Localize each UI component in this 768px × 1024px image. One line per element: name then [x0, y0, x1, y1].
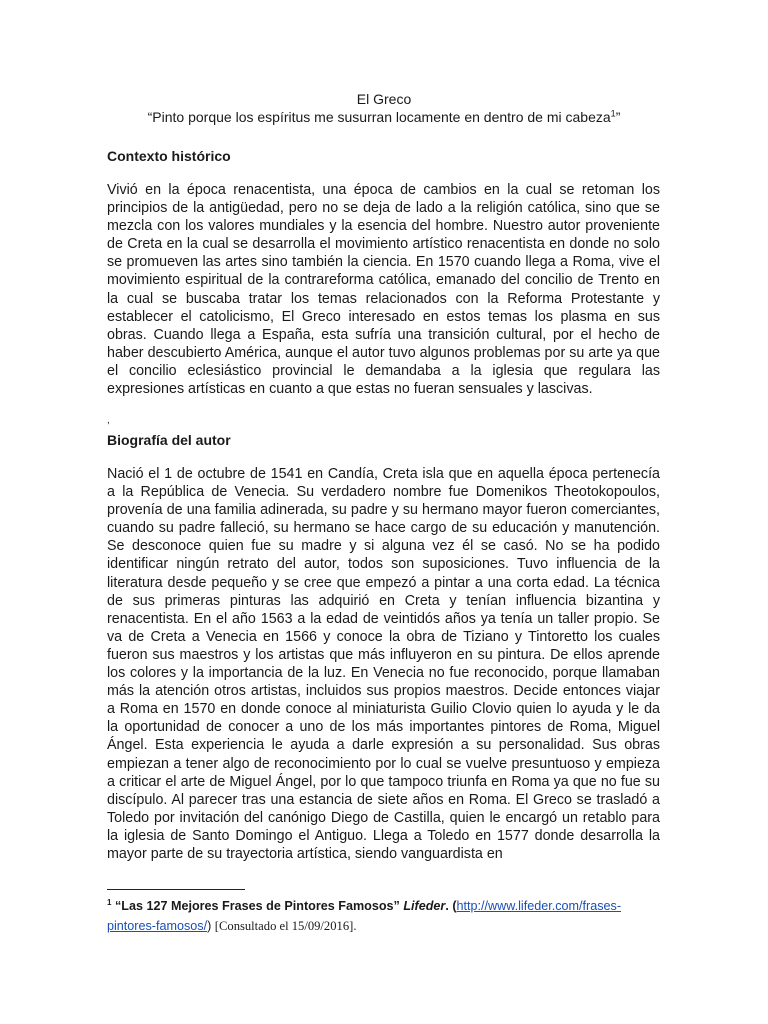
footnote-link[interactable]: http://www.lifeder.com/frases-pintores-famosos/	[107, 899, 622, 933]
footnote-close: )	[207, 919, 212, 933]
quote-close: ”	[615, 109, 621, 125]
biography-paragraph: Nació el 1 de octubre de 1541 en Candía, Creta isla que en aquella época pertenecía a la República de Venecia. Su verdadero nombre fue Domenikos Theotokopoulos, provenía de una familia adinerada, su padre y su hermano mayor fueron comerciantes, cuando su padre falleció, su hermano se hace cargo de su educación y manutención. Se desconoce quien fue su madre y si alguna vez él se casó. No se ha podido identificar ningún retrato del autor, todos son suposiciones. Tuvo influencia de la literatura desde pequeño y se cree que empezó a pintar a una corta edad. La técnica de sus primeras pinturas las adquirió en Creta y tenían influencia bizantina y renacentista. En el año 1563 a la edad de veintidós años ya tenía un taller propio. Se va de Creta a Venecia en 1566 y conoce la obra de Tiziano y Tintoretto los cuales fueron sus maestros y los artistas que más influyeron en su pintura. De ellos aprende los colores y la importancia de la luz. En Venecia no fue reconocido, porque llamaban más la atención otros artistas, incluidos sus propios maestros. Decide entonces viajar a Roma en 1570 en donde conoce al miniaturista Guilio Clovio quien lo ayuda y le da la oportunidad de conocer a uno de los más importantes pintores de Roma, Miguel Ángel. Esta experiencia le ayuda a darle expresión a su personalidad. Sus obras empiezan a tener algo de reconocimiento por lo cual se vuelve presuntuoso y empieza a criticar el arte de Miguel Ángel, por lo que tampoco triunfa en Roma ya que no fue su discípulo. Al parecer tras una estancia de siete años en Roma. El Greco se trasladó a Toledo por invitación del canónigo Diego de Castilla, quien le encargó un retablo para la iglesia de Santo Domingo el Antiguo. Llega a Toledo en 1577 donde desarrolla la mayor parte de su trayectoria artística, siendo vanguardista en	[107, 466, 660, 862]
page-title: El Greco	[356, 91, 412, 107]
footnote-separator	[107, 889, 245, 890]
document-header	[0, 90, 768, 126]
footnote-separator-text: . (	[445, 899, 457, 913]
footnote-consulted: [Consultado el 15/09/2016].	[214, 919, 357, 933]
epigraph-quote	[0, 108, 768, 126]
footnote-source: Lifeder	[403, 899, 446, 913]
footnote-title: “Las 127 Mejores Frases de Pintores Famosos”	[114, 899, 400, 913]
footnote-reference[interactable]: 1	[610, 108, 616, 119]
context-paragraph: Vivió en la época renacentista, una época de cambios en la cual se retoman los principios de la antigüedad, pero no se deja de lado a la religión católica, sino que se mezcla con los valores mundiales y la esencia del hombre. Nuestro autor proveniente de Creta en la cual se desarrolla el movimiento artístico renacentista en donde no solo se promueven las artes sino también la ciencia. En 1570 cuando llega a Roma, vive el movimiento espiritual de la contrareforma católica, emanado del concilio de Trento en la cual se buscaba tratar los temas relacionados con la Reforma Protestante y establecer el catolicismo, El Greco interesado en estos temas los plasma en sus obras. Cuando llega a España, esta sufría una transición cultural, por el hecho de haber descubierto América, aunque el autor tuvo algunos problemas por su arte ya que el concilio eclesiástico provincial le demandaba a la iglesia que regulara las expresiones artísticas en cuanto a que estas no fueran sensuales y lascivas.	[107, 182, 660, 398]
footnote	[107, 896, 667, 936]
biography-heading: Biografía del autor	[107, 432, 231, 448]
context-heading: Contexto histórico	[107, 148, 231, 164]
footnote-number: 1	[107, 897, 112, 907]
stray-mark: ,	[107, 415, 110, 426]
quote-text: “Pinto porque los espíritus me susurran locamente en dentro de mi cabeza	[147, 109, 611, 125]
